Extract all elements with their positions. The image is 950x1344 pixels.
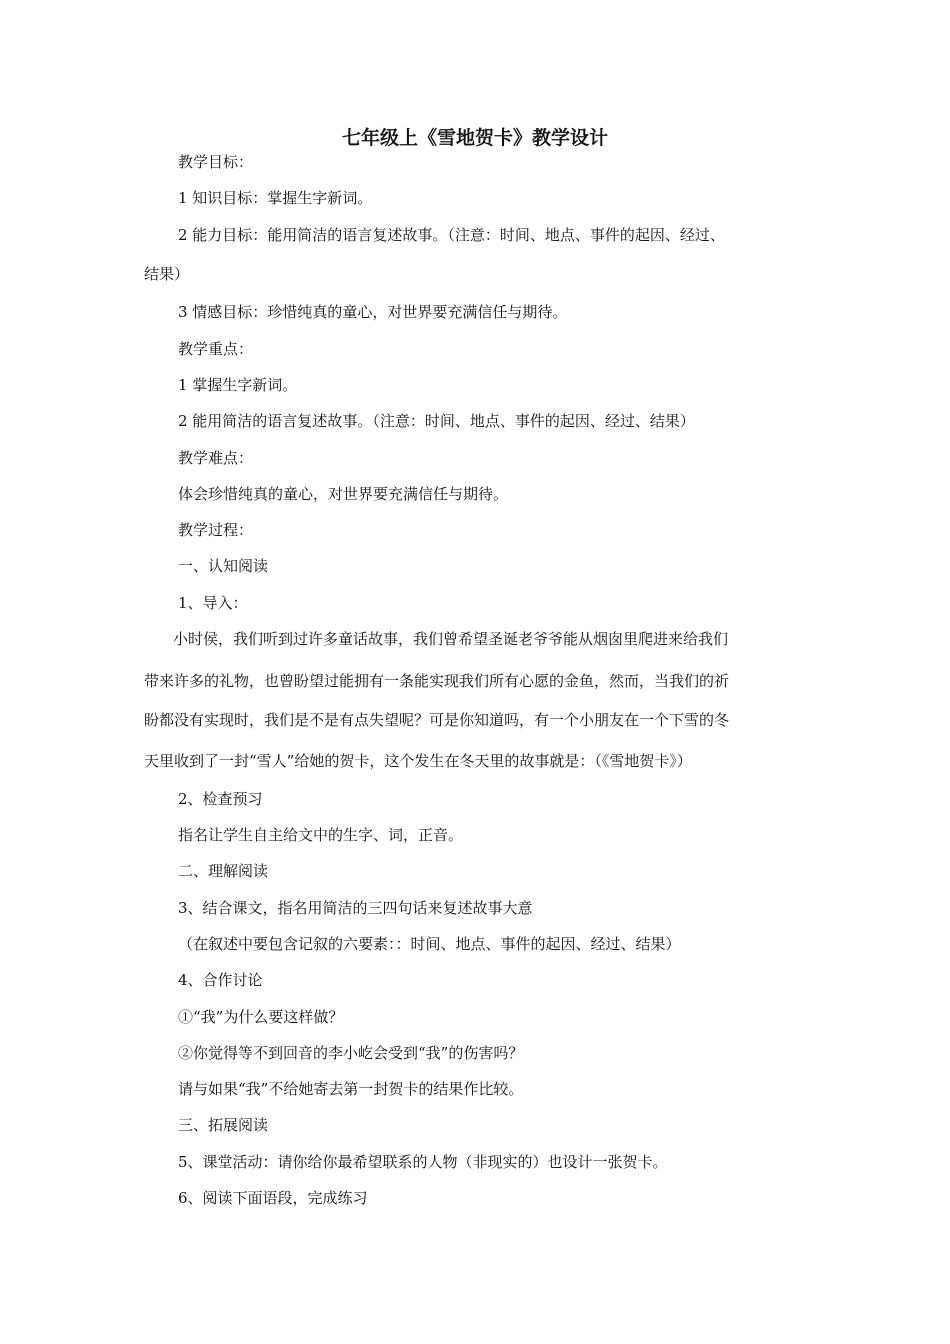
text-line: 二、理解阅读 xyxy=(178,862,269,880)
text-line: 小时侯，我们听到过许多童话故事，我们曾希望圣诞老爷爷能从烟囱里爬进来给我们 xyxy=(173,630,729,648)
text-line: 结果） xyxy=(144,265,190,283)
text-line: ①“我”为什么要这样做？ xyxy=(178,1008,344,1026)
text-line: 3、结合课文，指名用简洁的三四句话来复述故事大意 xyxy=(178,899,533,917)
text-line: 2 能力目标：能用简洁的语言复述故事。（注意：时间、地点、事件的起因、经过、 xyxy=(178,226,725,244)
text-line: 1、导入： xyxy=(178,594,248,612)
text-line: 教学过程： xyxy=(178,521,254,539)
text-line: 教学重点： xyxy=(178,340,254,358)
text-line: 教学目标： xyxy=(178,153,254,171)
text-line: 请与如果“我”不给她寄去第一封贺卡的结果作比较。 xyxy=(178,1080,524,1098)
text-line: 2、检查预习 xyxy=(178,790,263,808)
text-line: 体会珍惜纯真的童心，对世界要充满信任与期待。 xyxy=(178,485,509,503)
text-line: 2 能用简洁的语言复述故事。（注意：时间、地点、事件的起因、经过、结果） xyxy=(178,412,695,430)
text-line: 3 情感目标：珍惜纯真的童心，对世界要充满信任与期待。 xyxy=(178,303,568,321)
text-line: 三、拓展阅读 xyxy=(178,1116,269,1134)
text-line: 4、合作讨论 xyxy=(178,971,263,989)
text-line: 天里收到了一封“雪人”给她的贺卡，这个发生在冬天里的故事就是：（《雪地贺卡》） xyxy=(144,752,692,770)
text-line: （在叙述中要包含记叙的六要素：：时间、地点、事件的起因、经过、结果） xyxy=(178,935,681,953)
text-line: 1 知识目标：掌握生字新词。 xyxy=(178,189,373,207)
text-line: 带来许多的礼物，也曾盼望过能拥有一条能实现我们所有心愿的金鱼，然而，当我们的祈 xyxy=(144,672,730,690)
text-line: 教学难点： xyxy=(178,449,254,467)
text-line: 6、阅读下面语段，完成练习 xyxy=(178,1189,368,1207)
document-title: 七年级上《雪地贺卡》教学设计 xyxy=(341,127,608,149)
text-line: ②你觉得等不到回音的李小屹会受到“我”的伤害吗？ xyxy=(178,1044,524,1062)
text-line: 一、认知阅读 xyxy=(178,557,269,575)
text-line: 盼都没有实现时，我们是不是有点失望呢？可是你知道吗，有一个小朋友在一个下雪的冬 xyxy=(144,711,730,729)
text-line: 5、课堂活动：请你给你最希望联系的人物（非现实的）也设计一张贺卡。 xyxy=(178,1153,668,1171)
text-line: 指名让学生自主给文中的生字、词，正音。 xyxy=(178,826,464,844)
text-line: 1 掌握生字新词。 xyxy=(178,376,298,394)
